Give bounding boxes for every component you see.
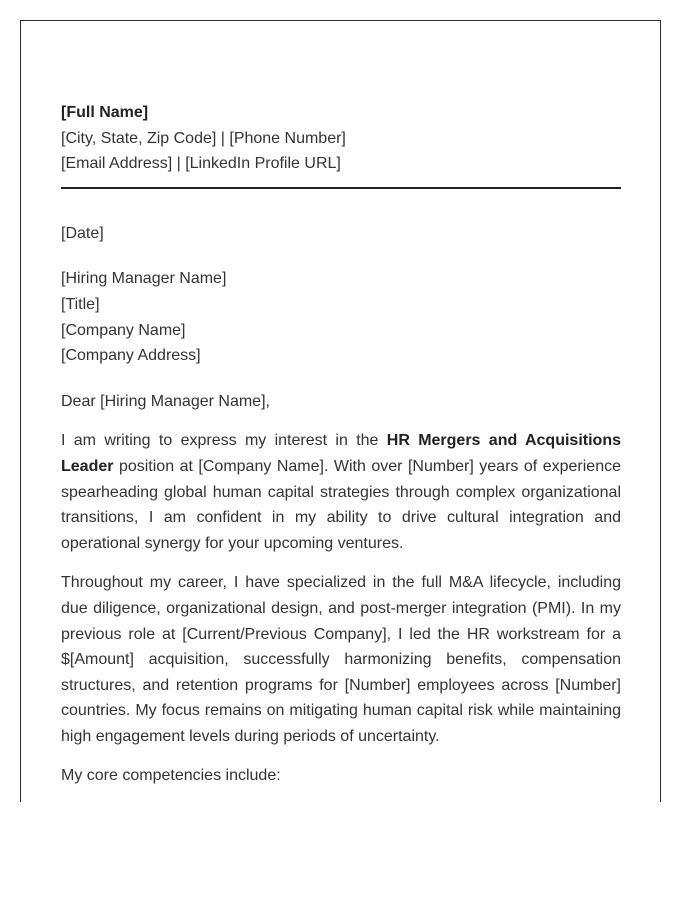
- contact-line-location-phone: [City, State, Zip Code] | [Phone Number]: [61, 129, 346, 147]
- experience-paragraph: Throughout my career, I have specialized in the full M&A lifecycle, including due diligence, organizational design, and post-merger integration (PMI). In my previous role at [Current/Previous Company], I led the HR workstream for a $[Amount] acquisition, successfully harmonizing benefits, compensation structures, and retention programs for [Number] employees across [Number] countries. My focus remains on mitigating human capital risk while maintaining high engagement levels during periods of uncertainty.: [61, 574, 621, 745]
- letter-date: [Date]: [61, 224, 104, 242]
- recipient-company-address: [Company Address]: [61, 347, 201, 365]
- header-divider: [61, 187, 621, 189]
- intro-rest-text: position at [Company Name]. With over [Number] years of experience spearheading global human capital strategies through complex organizational transitions, I am confident in my ability to drive cultural integration and operational synergy for your upcoming ventures.: [61, 457, 621, 552]
- target-role: HR Mergers and Acquisitions Leader: [61, 432, 621, 475]
- intro-paragraph: [61, 428, 621, 556]
- recipient-title: [Title]: [61, 295, 100, 313]
- recipient-company-name: [Company Name]: [61, 321, 186, 339]
- salutation: Dear [Hiring Manager Name],: [61, 392, 270, 410]
- competencies-intro: My core competencies include:: [61, 767, 281, 785]
- full-name: [Full Name]: [61, 104, 149, 121]
- recipient-manager-name: [Hiring Manager Name]: [61, 270, 227, 288]
- recipient-block: [61, 266, 621, 368]
- intro-lead-text: I am writing to express my interest in the: [61, 432, 387, 450]
- cover-letter: [61, 100, 621, 789]
- letter-header: [61, 100, 621, 177]
- contact-line-email-linkedin: [Email Address] | [LinkedIn Profile URL]: [61, 155, 341, 173]
